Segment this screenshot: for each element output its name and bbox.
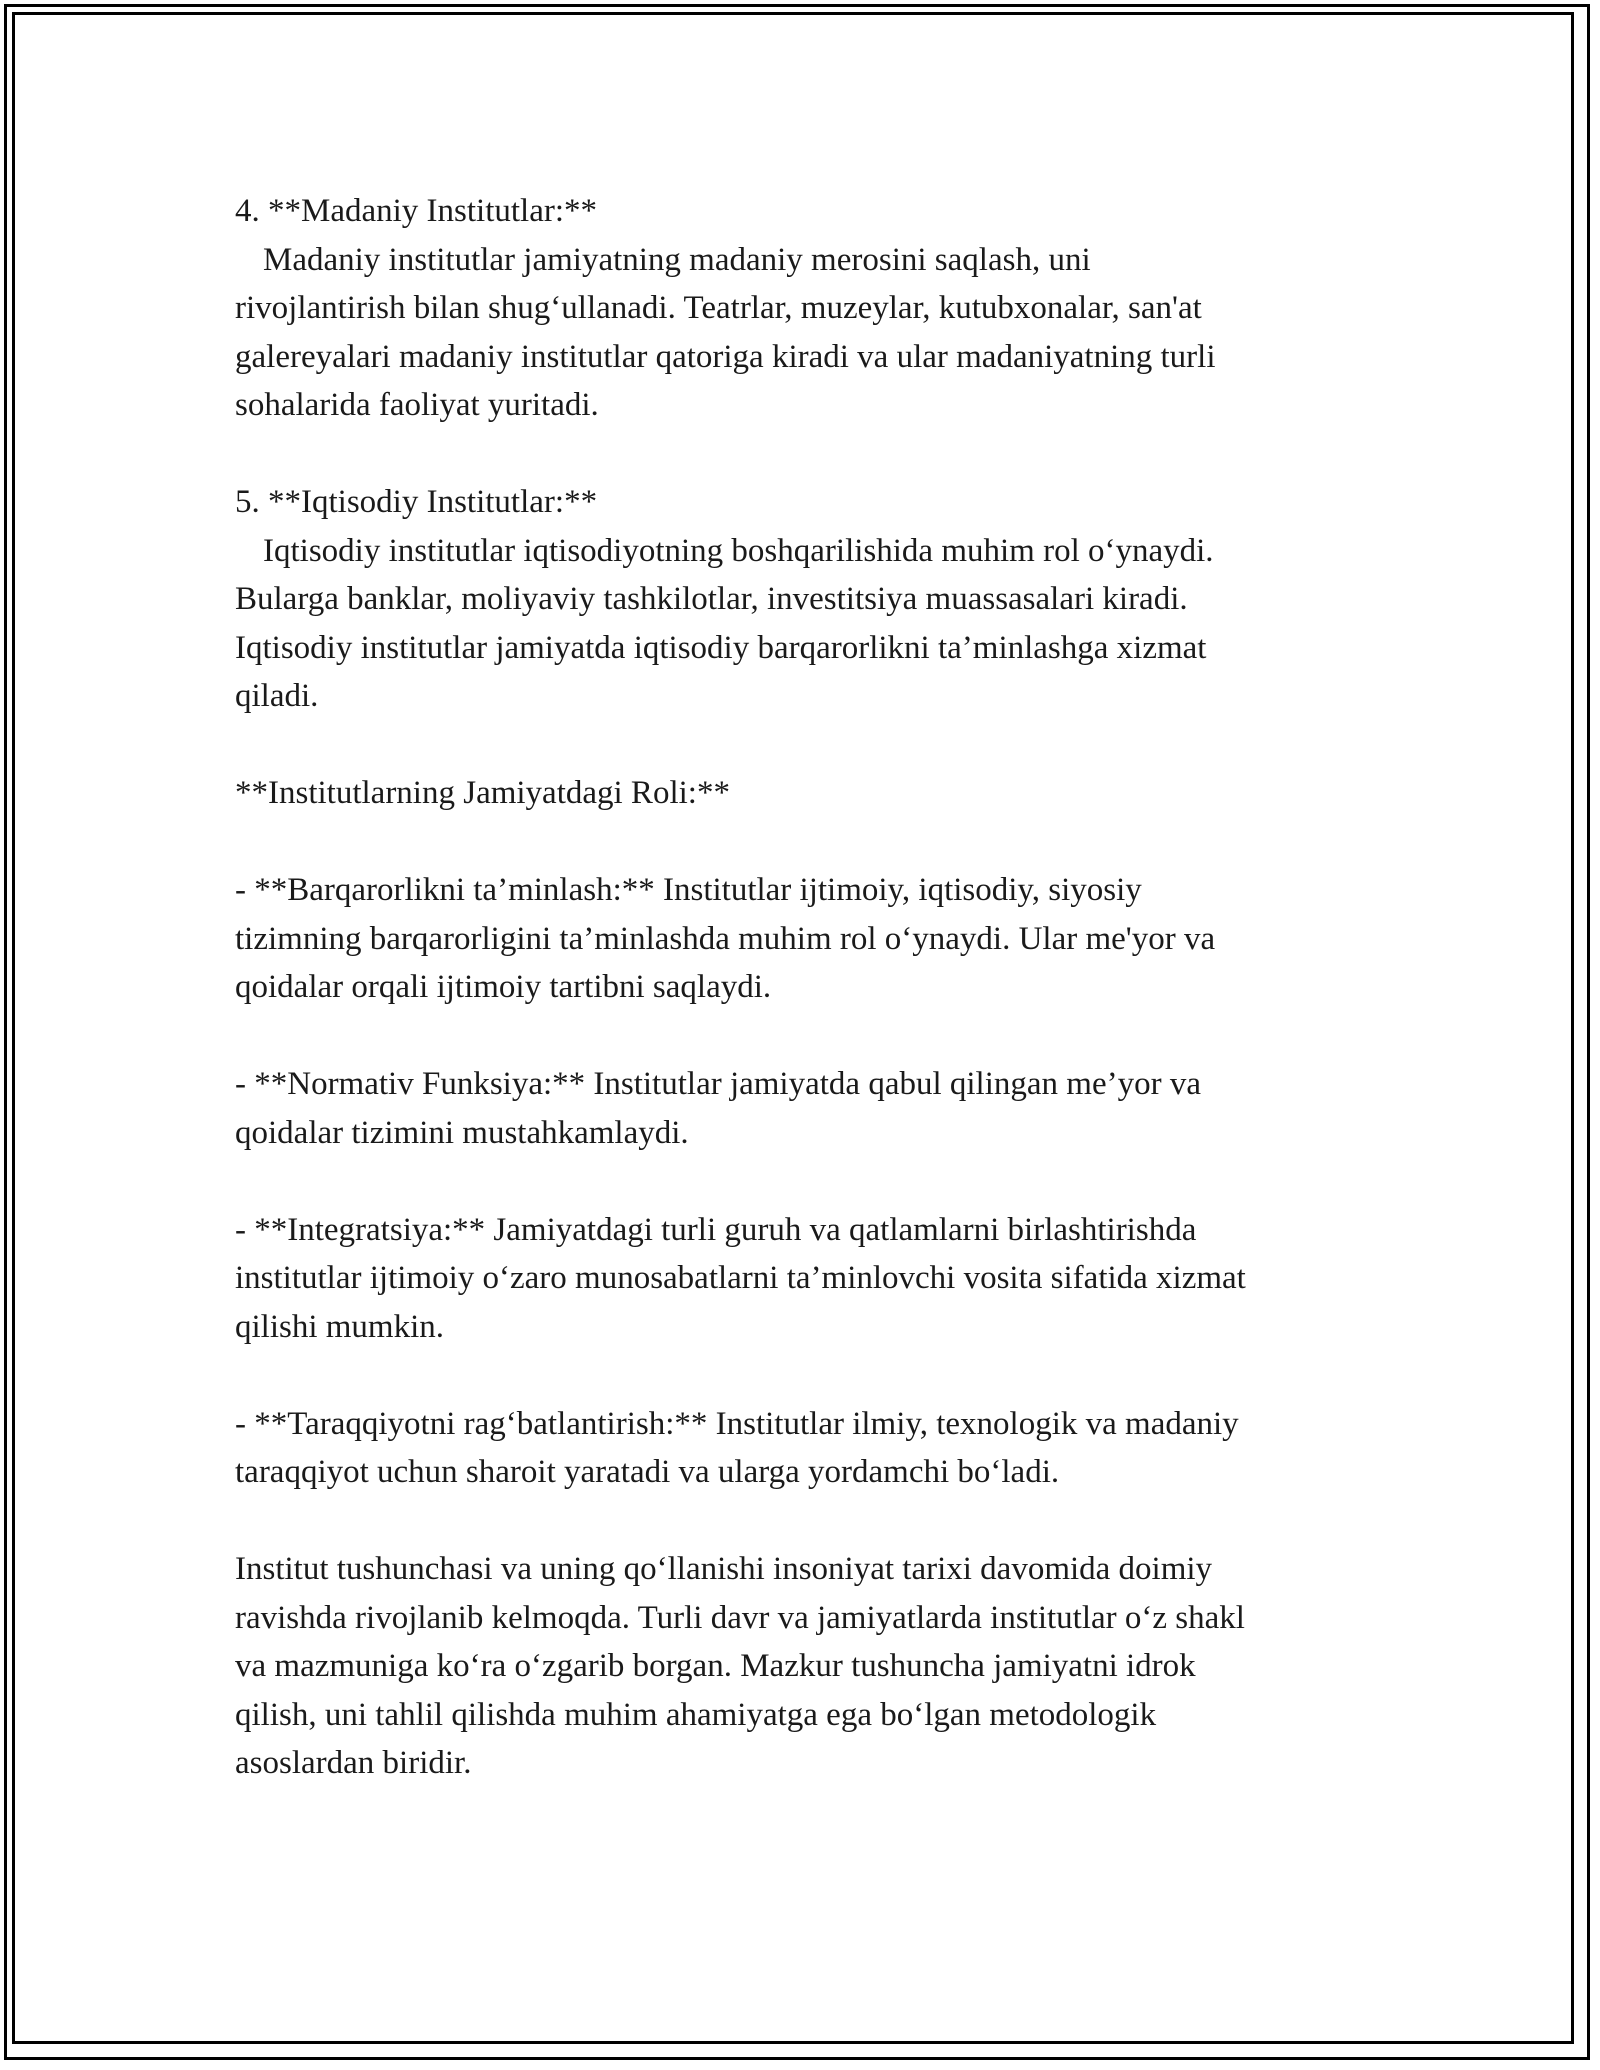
bullet-line: tizimning barqarorligini ta’minlashda muhim rol o‘ynaydi. Ular me'yor va (235, 920, 1216, 957)
paragraph-line: Iqtisodiy institutlar jamiyatda iqtisodiy barqarorlikni ta’minlashga xizmat (235, 629, 1207, 666)
roles-heading: **Institutlarning Jamiyatdagi Roli:** (235, 775, 730, 811)
bullet-line: qilishi mumkin. (235, 1308, 445, 1345)
bullet-line: taraqqiyot uchun sharoit yaratadi va ularga yordamchi bo‘ladi. (235, 1454, 1060, 1490)
paragraph-line: Madaniy institutlar jamiyatning madaniy merosini saqlash, uni (263, 241, 1091, 278)
section-madaniy-institutlar (235, 187, 1395, 430)
paragraph-line: rivojlantirish bilan shug‘ullanadi. Teatrlar, muzeylar, kutubxonalar, san'at (235, 290, 1202, 326)
bullet-line: - **Taraqqiyotni rag‘batlantirish:** Institutlar ilmiy, texnologik va madaniy (235, 1405, 1239, 1442)
paragraph-line: qiladi. (235, 678, 319, 714)
paragraph-line: qilish, uni tahlil qilishda muhim ahamiyatga ega bo‘lgan metodologik (235, 1696, 1157, 1733)
paragraph-line: Iqtisodiy institutlar iqtisodiyotning boshqarilishida muhim rol o‘ynaydi. (263, 532, 1214, 569)
bullet-normativ (235, 1060, 1395, 1157)
bullet-line: qoidalar tizimini mustahkamlaydi. (235, 1114, 689, 1151)
paragraph-line: galereyalari madaniy institutlar qatoriga kiradi va ular madaniyatning turli (235, 338, 1216, 375)
paragraph-line: sohalarida faoliyat yuritadi. (235, 387, 599, 423)
document-body (235, 187, 1395, 1836)
bullet-barqarorlik (235, 866, 1395, 1012)
bullet-line: qoidalar orqali ijtimoiy tartibni saqlaydi. (235, 969, 772, 1005)
paragraph-line: Bularga banklar, moliyaviy tashkilotlar, investitsiya muassasalari kiradi. (235, 581, 1188, 617)
paragraph-line: asoslardan biridir. (235, 1745, 472, 1781)
section-heading: 4. **Madaniy Institutlar:** (235, 193, 598, 229)
paragraph-line: va mazmuniga ko‘ra o‘zgarib borgan. Mazkur tushuncha jamiyatni idrok (235, 1648, 1196, 1684)
section-iqtisodiy-institutlar (235, 478, 1395, 721)
bullet-line: - **Barqarorlikni ta’minlash:** Institutlar ijtimoiy, iqtisodiy, siyosiy (235, 872, 1142, 908)
bullet-line: - **Normativ Funksiya:** Institutlar jamiyatda qabul qilingan me’yor va (235, 1066, 1201, 1102)
paragraph-line: Institut tushunchasi va uning qo‘llanishi insoniyat tarixi davomida doimiy (235, 1551, 1213, 1587)
bullet-line: institutlar ijtimoiy o‘zaro munosabatlarni ta’minlovchi vosita sifatida xizmat (235, 1260, 1246, 1296)
bullet-line: - **Integratsiya:** Jamiyatdagi turli guruh va qatlamlarni birlashtirishda (235, 1211, 1197, 1248)
bullet-taraqqiyot (235, 1400, 1395, 1497)
paragraph-line: ravishda rivojlanib kelmoqda. Turli davr va jamiyatlarda institutlar o‘z shakl (235, 1599, 1245, 1636)
conclusion-paragraph (235, 1545, 1395, 1788)
bullet-integratsiya (235, 1206, 1395, 1352)
section-heading: 5. **Iqtisodiy Institutlar:** (235, 484, 598, 520)
